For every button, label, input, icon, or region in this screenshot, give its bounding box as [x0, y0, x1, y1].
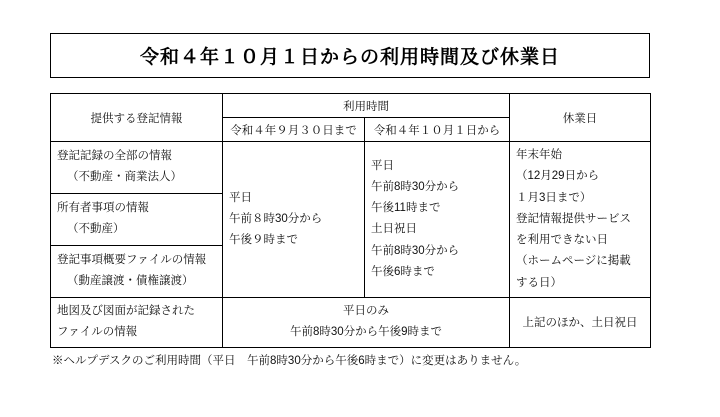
info-line: 所有者事項の情報 [57, 202, 149, 215]
holiday-line: を利用できない日 [516, 234, 608, 247]
hours-line: 平日 [229, 191, 252, 204]
table-row-last [51, 297, 651, 347]
info-line: （不動産・商業法人） [67, 171, 182, 184]
holiday-cell [510, 142, 651, 298]
header-holiday: 休業日 [510, 94, 651, 142]
hours-line: 午後6時まで [371, 265, 435, 278]
row-info-owner [51, 193, 223, 245]
holiday-line: （12月29日から [516, 170, 600, 183]
row-info-map-drawing [51, 297, 223, 347]
info-line: 登記記録の全部の情報 [57, 150, 172, 163]
holiday-line: 登記情報提供サービス [516, 212, 631, 225]
hours-line: 午前8時30分から [371, 244, 460, 257]
hours-after-cell [365, 142, 510, 298]
table-row [51, 142, 651, 194]
hours-line: 午前8時30分から午後9時まで [289, 326, 443, 339]
info-line: （不動産） [67, 223, 125, 236]
hours-before-cell [223, 142, 365, 298]
last-row-hours-cell [223, 297, 510, 347]
header-hours-before: 令和４年９月３０日まで [223, 118, 365, 142]
hours-table [50, 93, 651, 348]
hours-line: 午前8時30分から [371, 180, 460, 193]
table-header-row-top [51, 94, 651, 118]
header-hours-group: 利用時間 [223, 94, 510, 118]
header-hours-after: 令和４年１０月１日から [365, 118, 510, 142]
holiday-line: する日） [516, 276, 562, 289]
footnote: ※ヘルプデスクのご利用時間（平日 午前8時30分から午後6時まで）に変更はありません。 [52, 355, 527, 367]
hours-line: 土日祝日 [371, 223, 417, 236]
hours-line: 午前８時30分から [229, 212, 323, 225]
info-line: 登記事項概要ファイルの情報 [57, 254, 207, 267]
holiday-line: １月3日まで） [516, 191, 592, 204]
hours-line: 平日のみ [343, 305, 389, 318]
page-title: 令和４年１０月１日からの利用時間及び休業日 [139, 47, 560, 68]
hours-line: 午後９時まで [229, 234, 298, 247]
holiday-line: 年末年始 [516, 149, 562, 161]
header-info: 提供する登記情報 [51, 94, 223, 142]
info-line: （動産譲渡・債権譲渡） [67, 275, 194, 288]
row-info-summary-file [51, 245, 223, 297]
info-line: 地図及び図面が記録された [57, 305, 195, 318]
info-line: ファイルの情報 [57, 326, 138, 339]
holiday-line: （ホームページに掲載 [516, 255, 631, 268]
hours-line: 平日 [371, 159, 394, 172]
hours-line: 午後11時まで [371, 202, 441, 215]
title-box [50, 33, 650, 78]
row-info-registry-all [51, 142, 223, 194]
last-row-holiday-cell: 上記のほか、土日祝日 [510, 297, 651, 347]
